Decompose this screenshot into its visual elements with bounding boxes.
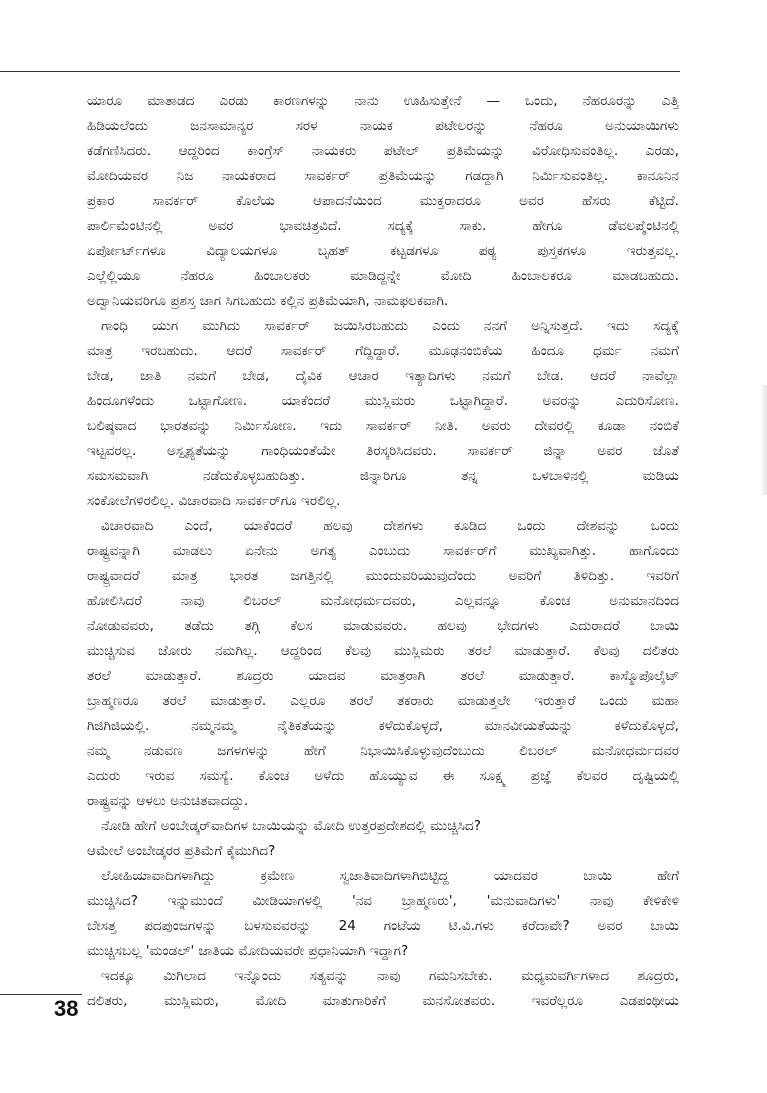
paragraph-end-line: ಅದ್ವಾನಿಯವರಿಗೂ ಪ್ರಶಸ್ತ ಜಾಗ ಸಿಗಬಹುದು ಕಲ್ಲಿನ ಪ್ರತಿಮೆಯಾಗಿ, ನಾಮಫಲಕವಾಗಿ.: [87, 293, 449, 309]
page-edge-shadow: [760, 385, 767, 495]
body-line: ಬೇಡ, ಜಾತಿ ನಮಗೆ ಬೇಡ, ದೈವಿಕ ಆಚಾರ ಇತ್ಯಾದಿಗಳು ನಮಗೆ ಬೇಡ. ಆದರೆ ನಾವೆಲ್ಲಾ: [87, 368, 679, 384]
paragraph-end-line: ರಾಷ್ಟ್ರವನ್ನು ಆಳಲು ಅನುಚಿತವಾದದ್ದು.: [87, 793, 249, 809]
body-line: ಬಲಿಷ್ಠವಾದ ಭಾರತವನ್ನು ನಿರ್ಮಿಸೋಣ. ಇದು ಸಾವರ್ಕರ್ ನೀತಿ. ಅವರು ದೇವರಲ್ಲಿ ಕೂಡಾ ನಂಬಿಕೆ: [87, 418, 679, 434]
paragraph-end-line: ಸಂಕೋಲೆಗಳಿರಲಿಲ್ಲ. ವಿಚಾರವಾದಿ ಸಾವರ್ಕರ್‌ಗೂ ಇರಲಿಲ್ಲ.: [87, 493, 341, 509]
body-line: ಹಿಡಿಯಲೆಂದು ಜನಸಾಮಾನ್ಯರ ಸರಳ ನಾಯಕ ಪಟೇಲರನ್ನು ನೆಹರೂ ಅನುಯಾಯಿಗಳು: [87, 118, 679, 134]
body-line: ಎಲ್ಲೆಲ್ಲಿಯೂ ನೆಹರೂ ಹಿಂಬಾಲಕರು ಮಾಡಿದ್ದನ್ನೇ ಮೋದಿ ಹಿಂಬಾಲಕರೂ ಮಾಡಬಹುದು.: [87, 268, 679, 284]
body-line: ರಾಷ್ಟ್ರವಾದರೆ ಮಾತ್ರ ಭಾರತ ಜಗತ್ತಿನಲ್ಲಿ ಮುಂದುವರಿಯುವುದೆಂದು ಅವರಿಗೆ ತಿಳಿದಿತ್ತು. ಇವರಿಗೆ: [87, 568, 679, 584]
paragraph-start-line: ಲೋಹಿಯಾವಾದಿಗಳಾಗಿದ್ದು ಕ್ರಮೇಣ ಸ್ವಜಾತಿವಾದಿಗಳಾಗಿಬಿಟ್ಟಿದ್ದ ಯಾದವರ ಬಾಯಿ ಹೇಗೆ: [101, 868, 679, 884]
header-rule: [0, 71, 680, 72]
paragraph-end-line: ಮುಚ್ಚಿಸಬಲ್ಲ 'ಮಂಡಲ್' ಜಾತಿಯ ಮೋದಿಯವರೇ ಪ್ರಧಾನಿಯಾಗಿ ಇದ್ದಾಗ?: [87, 943, 409, 959]
body-line: ಕಡೆಗಣಿಸಿದರು. ಆದ್ದರಿಂದ ಕಾಂಗ್ರೆಸ್ ನಾಯಕರು ಪಟೇಲ್ ಪ್ರತಿಮೆಯನ್ನು ವಿರೋಧಿಸುವಂತಿಲ್ಲ. ಎರಡು,: [87, 143, 679, 159]
paragraph-start-line: ಗಾಂಧಿ ಯುಗ ಮುಗಿದು ಸಾವರ್ಕರ್ ಜಯಿಸಿರಬಹುದು ಎಂದು ನನಗೆ ಅನ್ನಿಸುತ್ತದೆ. ಇದು ಸದ್ಯಕ್ಕೆ: [101, 318, 679, 334]
body-line: ಗಿಜಿಗಿಜಿಯಲ್ಲಿ. ನಮ್ಮನಮ್ಮ ನೈತಿಕತೆಯನ್ನು ಕಳೆದುಕೊಳ್ಳದೆ, ಮಾನವೀಯತೆಯನ್ನು ಕಳೆದುಕೊಳ್ಳದೆ,: [87, 718, 679, 734]
paragraph-start-line: ಇದಕ್ಕೂ ಮಿಗಿಲಾದ ಇನ್ನೊಂದು ಸತ್ಯವನ್ನು ನಾವು ಗಮನಿಸಬೇಕು. ಮಧ್ಯಮವರ್ಗಿಗಳಾದ ಶೂದ್ರರು,: [101, 968, 679, 984]
body-line: ಮುಚ್ಚಿಸುವ ಜೋರು ನಮಗಿಲ್ಲ. ಆದ್ದರಿಂದ ಕೆಲವು ಮುಸ್ಲಿಮರು ತರಲೆ ಮಾಡುತ್ತಾರೆ. ಕೆಲವು ದಲಿತರು: [87, 643, 679, 659]
body-line: ಮಾತ್ರ ಇರಬಹುದು. ಆದರೆ ಸಾವರ್ಕರ್ ಗೆದ್ದಿದ್ದಾರೆ. ಮೂಢನಂಬಿಕೆಯ ಹಿಂದೂ ಧರ್ಮ ನಮಗೆ: [87, 343, 679, 359]
footer-rule: [0, 994, 82, 995]
paragraph-start-line: ವಿಚಾರವಾದಿ ಎಂದೆ, ಯಾಕೆಂದರೆ ಹಲವು ದೇಶಗಳು ಕೂಡಿದ ಒಂದು ದೇಶವನ್ನು ಒಂದು: [101, 518, 679, 534]
body-line: ಹೋಲಿಸಿದರೆ ನಾವು ಲಿಬರಲ್ ಮನೋಧರ್ಮದವರು, ಎಲ್ಲವನ್ನೂ ಕೊಂಚ ಅನುಮಾನದಿಂದ: [87, 593, 679, 609]
body-line: ನಮ್ಮ ನಡುವಣ ಜಗಳಗಳನ್ನು ಹೇಗೆ ನಿಭಾಯಿಸಿಕೊಳ್ಳುವುದೆಂಬುದು ಲಿಬರಲ್ ಮನೋಧರ್ಮದವರ: [87, 743, 679, 759]
paragraph-start-line: ನೋಡಿ ಹೇಗೆ ಅಂಬೇಡ್ಕರ್‌ವಾದಿಗಳ ಬಾಯಿಯನ್ನು ಮೋದಿ ಉತ್ತರಪ್ರದೇಶದಲ್ಲಿ ಮುಚ್ಚಿಸಿದ?: [101, 818, 482, 834]
body-line: ಇಟ್ಟವರಲ್ಲ. ಅಸ್ಪೃಶ್ಯತೆಯನ್ನು ಗಾಂಧಿಯಂತೆಯೇ ತಿರಸ್ಕರಿಸಿದವರು. ಸಾವರ್ಕರ್ ಜಿನ್ನಾ ಅವರ ಜೊತೆ: [87, 443, 679, 459]
body-line: ಸಮಸಮವಾಗಿ ನಡೆದುಕೊಳ್ಳಬಹುದಿತ್ತು. ಜಿನ್ನಾರಿಗೂ ತನ್ನ ಒಳಬಾಳಿನಲ್ಲಿ ಮಡಿಯ: [87, 468, 679, 484]
body-line: ಮೋದಿಯವರ ನಿಜ ನಾಯಕರಾದ ಸಾವರ್ಕರ್ ಪ್ರತಿಮೆಯನ್ನು ಗಡದ್ದಾಗಿ ನಿರ್ಮಿಸುವಂತಿಲ್ಲ. ಕಾನೂನಿನ: [87, 168, 679, 184]
page-number: 38: [54, 996, 79, 1021]
body-line: ತರಲೆ ಮಾಡುತ್ತಾರೆ. ಶೂದ್ರರು ಯಾದವ ಮಾತ್ರರಾಗಿ ತರಲೆ ಮಾಡುತ್ತಾರೆ. ಕಾಸ್ಮೊಪೊಲೈಟ್: [87, 668, 679, 684]
paragraph-end-line: ಆಮೇಲೆ ಅಂಬೇಡ್ಕರರ ಪ್ರತಿಮೆಗೆ ಕೈಮುಗಿದ?: [87, 843, 276, 859]
body-line: ಪ್ರಕಾರ ಸಾವರ್ಕರ್ ಕೊಲೆಯ ಆಪಾದನೆಯಿಂದ ಮುಕ್ತರಾದರೂ ಅವರ ಹೆಸರು ಕೆಟ್ಟಿದೆ.: [87, 193, 679, 209]
body-line: ಪಾರ್ಲಿಮೆಂಟಿನಲ್ಲಿ ಅವರ ಭಾವಚಿತ್ರವಿದೆ. ಸದ್ಯಕ್ಕೆ ಸಾಕು. ಹೇಗೂ ಡೆವಲಪ್ಮೆಂಟಿನಲ್ಲಿ: [87, 218, 679, 234]
body-line: ಏರ್ಪೋರ್ಟ್‌ಗಳೂ ವಿದ್ಯಾಲಯಗಳೂ ಬೃಹತ್ ಕಟ್ಟಡಗಳೂ ಪಠ್ಯ ಪುಸ್ತಕಗಳೂ ಇರುತ್ತವಲ್ಲ.: [87, 243, 679, 259]
body-line: ಯಾರೂ ಮಾತಾಡದ ಎರಡು ಕಾರಣಗಳನ್ನು ನಾನು ಊಹಿಸುತ್ತೇನೆ — ಒಂದು, ನೆಹರೂರನ್ನು ಎತ್ತಿ: [87, 93, 679, 109]
page-body: [87, 89, 679, 1014]
body-line: ನೋಡುವವರು, ತಡೆದು ತಗ್ಗಿ ಕೆಲಸ ಮಾಡುವವರು. ಹಲವು ಭೇದಗಳು ಎದುರಾದರೆ ಬಾಯಿ: [87, 618, 679, 634]
body-line: ಎದುರು ಇರುವ ಸಮಸ್ಯೆ. ಕೊಂಚ ಅಳೆದು ಹೊಯ್ಯುವ ಈ ಸೂಕ್ಷ್ಮ ಪ್ರಜ್ಞೆ ಕೆಲವರ ದೃಷ್ಟಿಯಲ್ಲಿ: [87, 768, 679, 784]
body-line: ಹಿಂದೂಗಳೆಂದು ಒಟ್ಟಾಗೋಣ. ಯಾಕೆಂದರೆ ಮುಸ್ಲಿಮರು ಒಟ್ಟಾಗಿದ್ದಾರೆ. ಅವರನ್ನು ಎದುರಿಸೋಣ.: [87, 393, 679, 409]
body-line: ದಲಿತರು, ಮುಸ್ಲಿಮರು, ಮೋದಿ ಮಾತುಗಾರಿಕೆಗೆ ಮನಸೋತವರು. ಇವರೆಲ್ಲರೂ ಎಡಪಂಥೀಯ: [87, 993, 679, 1009]
body-line: ಮುಚ್ಚಿಸಿದ? ಇನ್ನುಮುಂದೆ ಮೀಡಿಯಾಗಳಲ್ಲಿ 'ನವ ಬ್ರಾಹ್ಮಣರು', 'ಮನುವಾದಿಗಳು' ನಾವು ಕೇಳಿಕೇಳಿ: [87, 893, 679, 909]
body-line: ಬೇಸತ್ತ ಪದಪುಂಜಗಳನ್ನು ಬಳಸುವವರನ್ನು 24 ಗಂಟೆಯ ಟಿ.ವಿ.ಗಳು ಕರೆದಾವೇ? ಅವರ ಬಾಯಿ: [87, 918, 679, 934]
body-line: ರಾಷ್ಟ್ರವನ್ನಾಗಿ ಮಾಡಲು ಏನೇನು ಅಗತ್ಯ ಎಂಬುದು ಸಾವರ್ಕರ್‌ಗೆ ಮುಖ್ಯವಾಗಿತ್ತು. ಹಾಗೊಂದು: [87, 543, 679, 559]
body-line: ಬ್ರಾಹ್ಮಣರೂ ತರಲೆ ಮಾಡುತ್ತಾರೆ. ಎಲ್ಲರೂ ತರಲೆ ತಕರಾರು ಮಾಡುತ್ತಲೇ ಇರುತ್ತಾರೆ ಒಂದು ಮಹಾ: [87, 693, 679, 709]
